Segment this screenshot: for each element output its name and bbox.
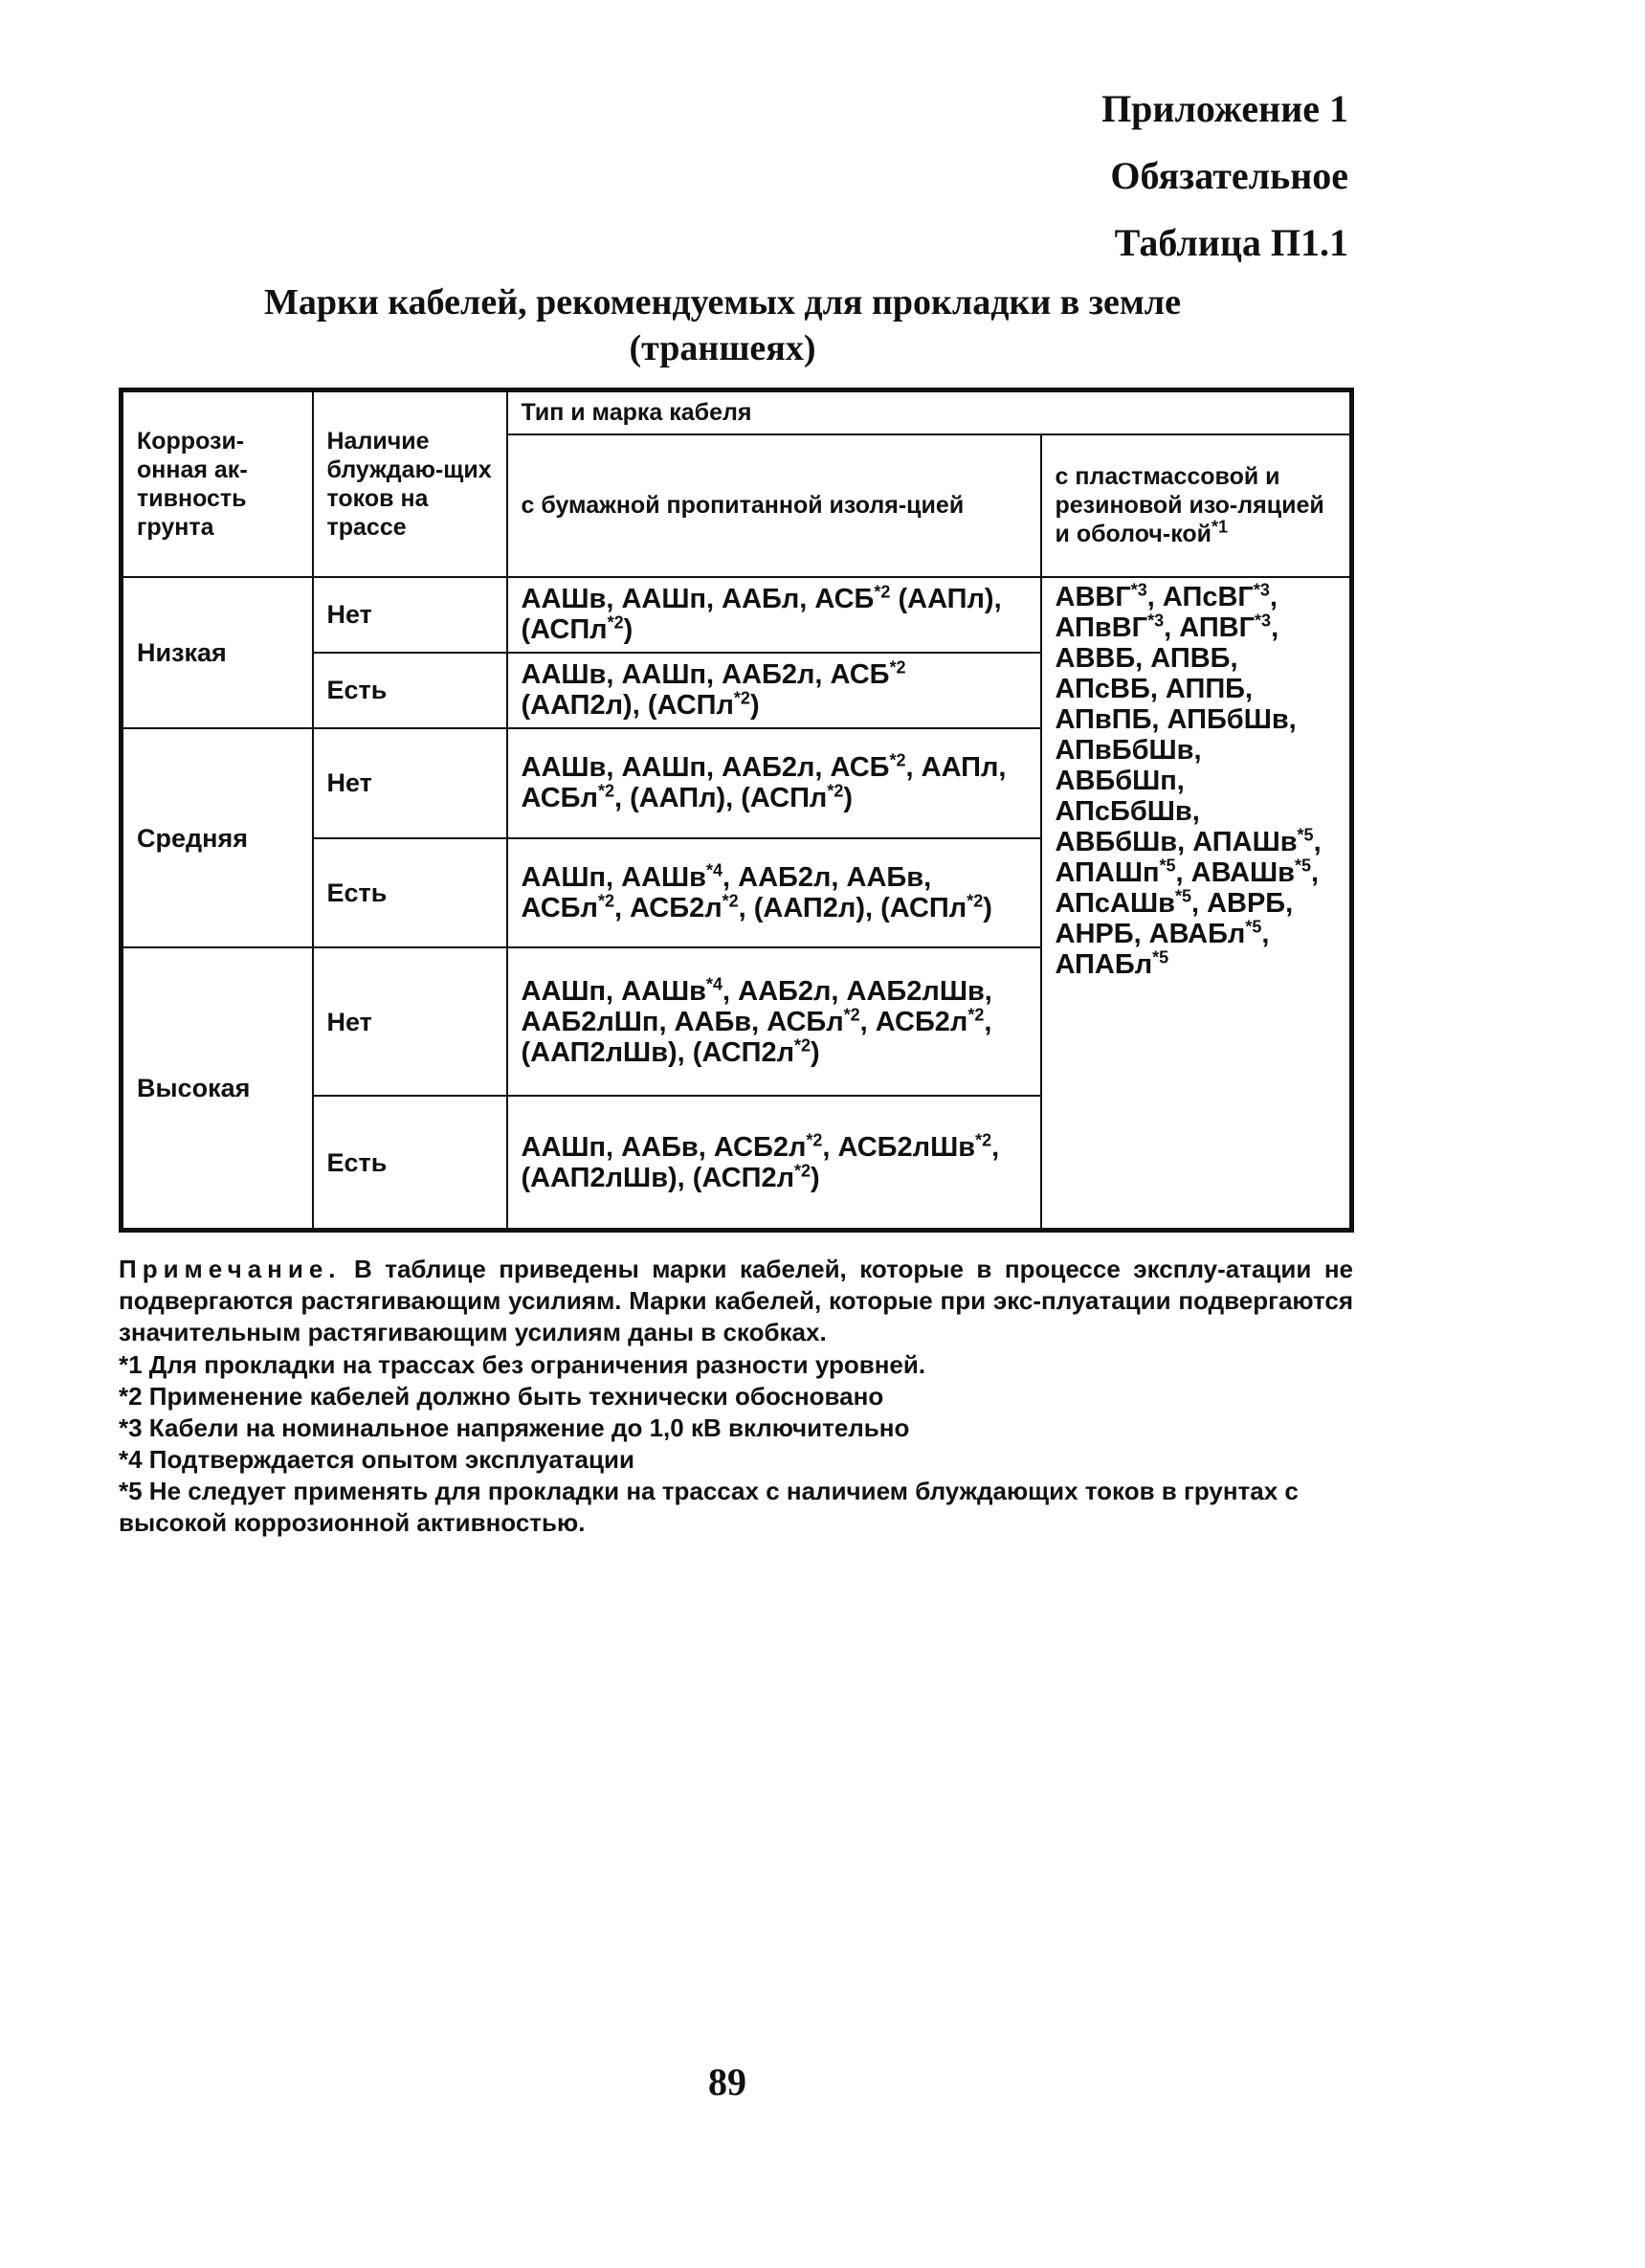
footnote-marker: *2 <box>722 891 739 911</box>
header-corrosion: Коррози-онная ак-тивность грунта <box>122 390 313 577</box>
plastic-cell: АВВГ$^{*3}$, АПсВГ$^{*3}$, АПвВГ$^{*3}$, АПВГ$^{*3}$, АВВБ, АПВБ, АПсВБ, АППБ, АПвПБ, АПБбШв, АПвБбШв, АВБбШп, АПсБбШв, АВБбШв, АПАШв$^{*5}$, АПАШп$^{*5}$, АВАШв$^{*5}$, АПсАШв$^{*5}$, АВРБ, АНРБ, АВАБл$^{*5}$, АПАБл$^{*5}$ <box>1041 577 1352 1231</box>
footnote-marker: *2 <box>967 1005 985 1025</box>
footnote-marker: *2 <box>843 1005 860 1025</box>
footnote-marker: *4 <box>706 860 723 880</box>
stray-no: Нет <box>313 577 507 653</box>
paper-cell-low-no: ААШв, ААШп, ААБл, АСБ$^{*2}$ (ААПл), (АСПл$^{*2}$) <box>507 577 1041 653</box>
footnote-3: *3 Кабели на номинальное напряжение до 1,0 кВ включительно <box>119 1413 910 1442</box>
level-low: Низкая <box>122 577 313 728</box>
paper-cell-medium-yes: ААШп, ААШв$^{*4}$, ААБ2л, ААБв, АСБл$^{*2}$, $АСБ2л^{*2}$, (ААП2л), (АСПл$^{*2}$) <box>507 838 1041 948</box>
header-cable-type: Тип и марка кабеля <box>507 390 1352 434</box>
footnote-marker: *5 <box>1295 856 1312 876</box>
footnote-marker: *4 <box>706 974 723 994</box>
footnote-4: *4 Подтверждается опытом эксплуатации <box>119 1445 634 1474</box>
stray-no: Нет <box>313 728 507 838</box>
footnote-marker: *2 <box>874 582 891 602</box>
footnote-marker: *5 <box>1245 917 1262 937</box>
footnote-marker: *5 <box>1152 947 1169 967</box>
footnote-marker: *2 <box>889 657 906 678</box>
stray-yes: Есть <box>313 1096 507 1230</box>
footnote-marker: *2 <box>794 1035 811 1056</box>
footnote-2: *2 Применение кабелей должно быть технически обосновано <box>119 1382 884 1411</box>
footnote-marker: *3 <box>1130 580 1147 600</box>
footnote-marker: *1 <box>1212 517 1229 537</box>
footnote-marker: *2 <box>607 612 624 633</box>
footnote-marker: *5 <box>1174 886 1191 906</box>
note-text: В таблице приведены марки кабелей, которые в процессе эксплу-атации не подвергаются растягивающим усилиям. Марки кабелей, которые при экс-плуатации подвергаются значительным растягивающим усилиям даны в скобках. <box>119 1255 1353 1346</box>
header-plastic-insulation: с пластмассовой и резиновой изо-ляцией и оболоч-кой$^{*1}$ <box>1041 434 1352 577</box>
table-title: Марки кабелей, рекомендуемых для прокладки в земле <box>264 282 1181 322</box>
footnote-marker: *5 <box>1159 856 1176 876</box>
stray-yes: Есть <box>313 653 507 728</box>
footnote-marker: *2 <box>597 891 614 911</box>
table-note <box>119 1254 1353 1348</box>
level-high: Высокая <box>122 947 313 1230</box>
footnote-marker: *2 <box>975 1130 992 1150</box>
footnote-marker: *2 <box>889 750 906 770</box>
header-stray-currents: Наличие блуждаю-щих токов на трассе <box>313 390 507 577</box>
appendix-label: Приложение 1 <box>1101 87 1348 130</box>
footnote-marker: *2 <box>794 1161 811 1181</box>
paper-cell-high-no: ААШп, ААШв$^{*4}$, ААБ2л, ААБ2лШв, ААБ2лШп, ААБв, АСБл$^{*2}$, $АСБ2л^{*2}$, (ААП2лШв), $(АСП2л^{*2})$ <box>507 947 1041 1096</box>
footnote-marker: *3 <box>1147 611 1165 631</box>
footnote-marker: *3 <box>1253 580 1270 600</box>
header-paper-insulation: с бумажной пропитанной изоля-цией <box>507 434 1041 577</box>
footnote-marker: *2 <box>733 688 750 708</box>
footnote-marker: *2 <box>967 891 984 911</box>
table-title-continued: (траншеях) <box>629 328 816 368</box>
level-medium: Средняя <box>122 728 313 947</box>
paper-cell-high-yes: ААШп, ААБв, $АСБ2л^{*2}$, АСБ2лШв$^{*2}$, (ААП2лШв), $(АСП2л^{*2})$ <box>507 1096 1041 1230</box>
footnote-marker: *2 <box>806 1130 823 1150</box>
footnote-5: *5 Не следует применять для прокладки на трассах с наличием блуждающих токов в грунтах с высокой коррозионной активностью. <box>119 1477 1299 1537</box>
stray-no: Нет <box>313 947 507 1096</box>
cable-table <box>119 388 1354 1233</box>
paper-cell-low-yes: ААШв, ААШп, ААБ2л, АСБ$^{*2}$ (ААП2л), (АСПл$^{*2}$) <box>507 653 1041 728</box>
footnote-marker: *3 <box>1255 611 1272 631</box>
footnote-1: *1 Для прокладки на трассах без ограничения разности уровней. <box>119 1350 926 1379</box>
stray-yes: Есть <box>313 838 507 948</box>
footnote-marker: *5 <box>1297 825 1314 845</box>
paper-cell-medium-no: ААШв, ААШп, ААБ2л, АСБ$^{*2}$, ААПл, АСБл$^{*2}$, (ААПл), (АСПл$^{*2}$) <box>507 728 1041 838</box>
appendix-status: Обязательное <box>1110 154 1348 197</box>
note-label: Примечание. <box>119 1255 342 1283</box>
footnote-marker: *2 <box>597 781 614 801</box>
footnote-marker: *2 <box>827 781 844 801</box>
page-number: 89 <box>708 2060 746 2103</box>
table-label: Таблица П1.1 <box>1114 221 1348 264</box>
